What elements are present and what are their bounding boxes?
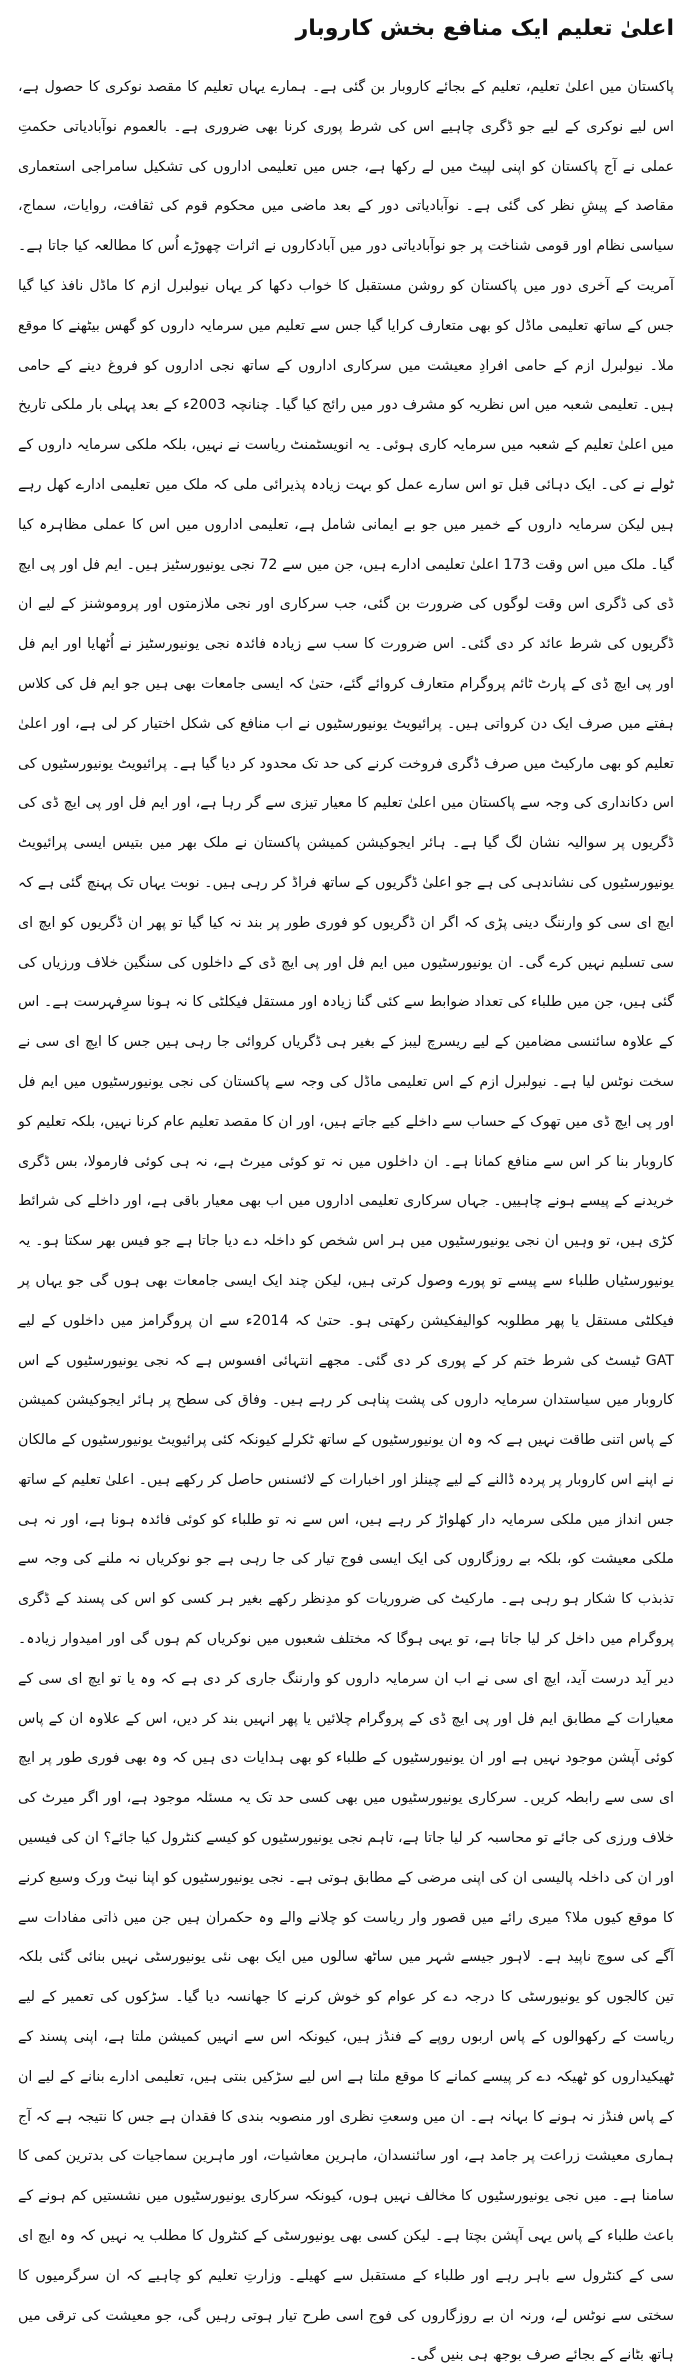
article-body [18,68,674,2376]
article-title: اعلیٰ تعلیم ایک منافع بخش کاروبار [295,16,674,41]
article-paragraph: پاکستان میں اعلیٰ تعلیم، تعلیم کے بجائے کاروبار بن گئی ہے۔ ہمارے یہاں تعلیم کا مقصد نوکری کا حصول ہے، اس لیے نوکری کے لیے جو ڈگری چاہیے اس کی شرط پوری کرنا بھی ضروری ہے۔ بالعموم نوآبادیاتی حکمتِ عملی نے آج پاکستان کو اپنی لپیٹ میں لے رکھا ہے، جس میں تعلیمی اداروں کی تشکیل سامراجی استعماری مقاصد کے پیشِ نظر کی گئی ہے۔ نوآبادیاتی دور کے بعد ماضی میں محکوم قوم کی ثقافت، روایات، سماج، سیاسی نظام اور قومی شناخت پر جو نوآبادیاتی دور میں آبادکاروں نے اثرات چھوڑے اُس کا مطالعہ کیا جاتا ہے۔ آمریت کے آخری دور میں پاکستان کو روشن مستقبل کا خواب دکھا کر یہاں نیولبرل ازم کا ماڈل نافذ کیا گیا جس کے ساتھ تعلیمی ماڈل کو بھی متعارف کرایا گیا جس سے تعلیم میں سرمایہ داروں کو گھس بیٹھنے کا موقع ملا۔ نیولبرل ازم کے حامی افرادِ معیشت میں سرکاری اداروں کے ساتھ نجی اداروں کو فروغ دینے کے حامی ہیں۔ تعلیمی شعبہ میں اس نظریہ کو مشرف دور میں رائج کیا گیا۔ چنانچہ 2003ء کے بعد پہلی بار ملکی تاریخ میں اعلیٰ تعلیم کے شعبہ میں سرمایہ کاری ہوئی۔ یہ انویسٹمنٹ ریاست نے نہیں، بلکہ ملکی سرمایہ داروں کے ٹولے نے کی۔ ایک دہائی قبل تو اس سارے عمل کو بہت زیادہ پذیرائی ملی کہ ملک میں تعلیمی ادارے کھل رہے ہیں لیکن سرمایہ داروں کے خمیر میں جو بے ایمانی شامل ہے، تعلیمی اداروں میں اس کا عملی مظاہرہ کیا گیا۔ ملک میں اس وقت 173 اعلیٰ تعلیمی ادارے ہیں، جن میں سے 72 نجی یونیورسٹیز ہیں۔ ایم فل اور پی ایچ ڈی کی ڈگری اس وقت لوگوں کی ضرورت بن گئی، جب سرکاری اور نجی ملازمتوں اور پروموشنز کے لیے ان ڈگریوں کی شرط عائد کر دی گئی۔ اس ضرورت کا سب سے زیادہ فائدہ نجی یونیورسٹیز نے اُٹھایا اور ایم فل اور پی ایچ ڈی کے پارٹ ٹائم پروگرام متعارف کروائے گئے، حتیٰ کہ ایسی جامعات بھی ہیں جو ایم فل کی کلاس ہفتے میں صرف ایک دن کرواتی ہیں۔ پرائیویٹ یونیورسٹیوں نے اب منافع کی شکل اختیار کر لی ہے، اور اعلیٰ تعلیم کو بھی مارکیٹ میں صرف ڈگری فروخت کرنے کی حد تک محدود کر دیا گیا ہے۔ پرائیویٹ یونیورسٹیوں کی اس دکانداری کی وجہ سے پاکستان میں اعلیٰ تعلیم کا معیار تیزی سے گر رہا ہے، اور ایم فل اور پی ایچ ڈی کی ڈگریوں پر سوالیہ نشان لگ گیا ہے۔ ہائر ایجوکیشن کمیشن پاکستان نے ملک بھر میں بتیس ایسی پرائیویٹ یونیورسٹیوں کی نشاندہی کی ہے جو اعلیٰ ڈگریوں کے ساتھ فراڈ کر رہی ہیں۔ نوبت یہاں تک پہنچ گئی ہے کہ ایچ ای سی کو وارننگ دینی پڑی کہ اگر ان ڈگریوں کو فوری طور پر بند نہ کیا گیا تو پھر ان ڈگریوں کو ایچ ای سی تسلیم نہیں کرے گی۔ ان یونیورسٹیوں میں ایم فل اور پی ایچ ڈی کے داخلوں کی سنگین خلاف ورزیاں کی گئی ہیں، جن میں طلباء کی تعداد ضوابط سے کئی گنا زیادہ اور مستقل فیکلٹی کا نہ ہونا سرِفہرست ہے۔ اس کے علاوہ سائنسی مضامین کے لیے ریسرچ لیبز کے بغیر ہی ڈگریاں کروائی جا رہی ہیں جس کا ایچ ای سی نے سخت نوٹس لیا ہے۔ نیولبرل ازم کے اس تعلیمی ماڈل کی وجہ سے پاکستان کی نجی یونیورسٹیوں میں ایم فل اور پی ایچ ڈی میں تھوک کے حساب سے داخلے کیے جاتے ہیں، اور ان کا مقصد تعلیم عام کرنا نہیں، بلکہ تعلیم کو کاروبار بنا کر اس سے منافع کمانا ہے۔ ان داخلوں میں نہ تو کوئی میرٹ ہے، نہ ہی کوئی فارمولا، بس ڈگری خریدنے کے پیسے ہونے چاہییں۔ جہاں سرکاری تعلیمی اداروں میں اب بھی معیار باقی ہے، اور داخلے کی شرائط کڑی ہیں، تو وہیں ان نجی یونیورسٹیوں میں ہر اس شخص کو داخلہ دے دیا جاتا ہے جو فیس بھر سکتا ہو۔ یہ یونیورسٹیاں طلباء سے پیسے تو پورے وصول کرتی ہیں، لیکن چند ایک ایسی جامعات بھی ہوں گی جو یہاں پر فیکلٹی مستقل یا پھر مطلوبہ کوالیفکیشن رکھتی ہو۔ حتیٰ کہ 2014ء سے ان پروگرامز میں داخلوں کے لیے GAT ٹیسٹ کی شرط ختم کر کے پوری کر دی گئی۔ مجھے انتہائی افسوس ہے کہ نجی یونیورسٹیوں کے اس کاروبار میں سیاستدان سرمایہ داروں کی پشت پناہی کر رہے ہیں۔ وفاق کی سطح پر ہائر ایجوکیشن کمیشن کے پاس اتنی طاقت نہیں ہے کہ وہ ان یونیورسٹیوں کے ساتھ ٹکرلے کیونکہ کئی پرائیویٹ یونیورسٹیوں کے مالکان نے اپنے اس کاروبار پر پردہ ڈالنے کے لیے چینلز اور اخبارات کے لائسنس حاصل کر رکھے ہیں۔ اعلیٰ تعلیم کے ساتھ جس انداز میں ملکی سرمایہ دار کھلواڑ کر رہے ہیں، اس سے نہ تو طلباء کو کوئی فائدہ ہونا ہے، اور نہ ہی ملکی معیشت کو، بلکہ بے روزگاروں کی ایک ایسی فوج تیار کی جا رہی ہے جو نوکریاں نہ ملنے کی وجہ سے تذبذب کا شکار ہو رہی ہے۔ مارکیٹ کی ضروریات کو مدِنظر رکھے بغیر ہر کسی کو اس کی پسند کے ڈگری پروگرام میں داخل کر لیا جاتا ہے، تو یہی ہوگا کہ مختلف شعبوں میں نوکریاں کم ہوں گی اور امیدوار زیادہ۔ دیر آید درست آید، ایچ ای سی نے اب ان سرمایہ داروں کو وارننگ جاری کر دی ہے کہ وہ یا تو ایچ ای سی کے معیارات کے مطابق ایم فل اور پی ایچ ڈی کے پروگرام چلائیں یا پھر انہیں بند کر دیں، اس کے علاوہ ان کے پاس کوئی آپشن موجود نہیں ہے اور ان یونیورسٹیوں کے طلباء کو بھی ہدایات دی ہیں کہ وہ بھی فوری طور پر ایچ ای سی سے رابطہ کریں۔ سرکاری یونیورسٹیوں میں بھی کسی حد تک یہ مسئلہ موجود ہے، اور اگر میرٹ کی خلاف ورزی کی جائے تو محاسبہ کر لیا جاتا ہے، تاہم نجی یونیورسٹیوں کو کیسے کنٹرول کیا جائے؟ ان کی فیسیں اور ان کی داخلہ پالیسی ان کی اپنی مرضی کے مطابق ہوتی ہے۔ نجی یونیورسٹیوں کو اپنا نیٹ ورک وسیع کرنے کا موقع کیوں ملا؟ میری رائے میں قصور وار ریاست کو چلانے والے وہ حکمران ہیں جن میں ذاتی مفادات سے آگے کی سوچ ناپید ہے۔ لاہور جیسے شہر میں ساٹھ سالوں میں ایک بھی نئی یونیورسٹی نہیں بنائی گئی بلکہ تین کالجوں کو یونیورسٹی کا درجہ دے کر عوام کو خوش کرنے کا جھانسہ دیا گیا۔ سڑکوں کی تعمیر کے لیے ریاست کے رکھوالوں کے پاس اربوں روپے کے فنڈز ہیں، کیونکہ اس سے انہیں کمیشن ملتا ہے، اپنی پسند کے ٹھیکیداروں کو ٹھیکہ دے کر پیسے کمانے کا موقع ملتا ہے اس لیے سڑکیں بنتی ہیں، تعلیمی ادارے بنانے کے لیے ان کے پاس فنڈز نہ ہونے کا بہانہ ہے۔ ان میں وسعتِ نظری اور منصوبہ بندی کا فقدان ہے جس کا نتیجہ ہے کہ آج ہماری معیشت زراعت پر جامد ہے، اور سائنسدان، ماہرین معاشیات، اور ماہرین سماجیات کی بدترین کمی کا سامنا ہے۔ میں نجی یونیورسٹیوں کا مخالف نہیں ہوں، کیونکہ سرکاری یونیورسٹیوں میں نشستیں کم ہونے کے باعث طلباء کے پاس یہی آپشن بچتا ہے۔ لیکن کسی بھی یونیورسٹی کے کنٹرول کا مطلب یہ نہیں کہ وہ ایچ ای سی کے کنٹرول سے باہر رہے اور طلباء کے مستقبل سے کھیلے۔ وزارتِ تعلیم کو چاہیے کہ ان سرگرمیوں کا سختی سے نوٹس لے، ورنہ ان بے روزگاروں کی فوج اسی طرح تیار ہوتی رہیں گی، جو معیشت کی ترقی میں ہاتھ بٹانے کے بجائے صرف بوجھ ہی بنیں گی۔ [18,79,674,2364]
